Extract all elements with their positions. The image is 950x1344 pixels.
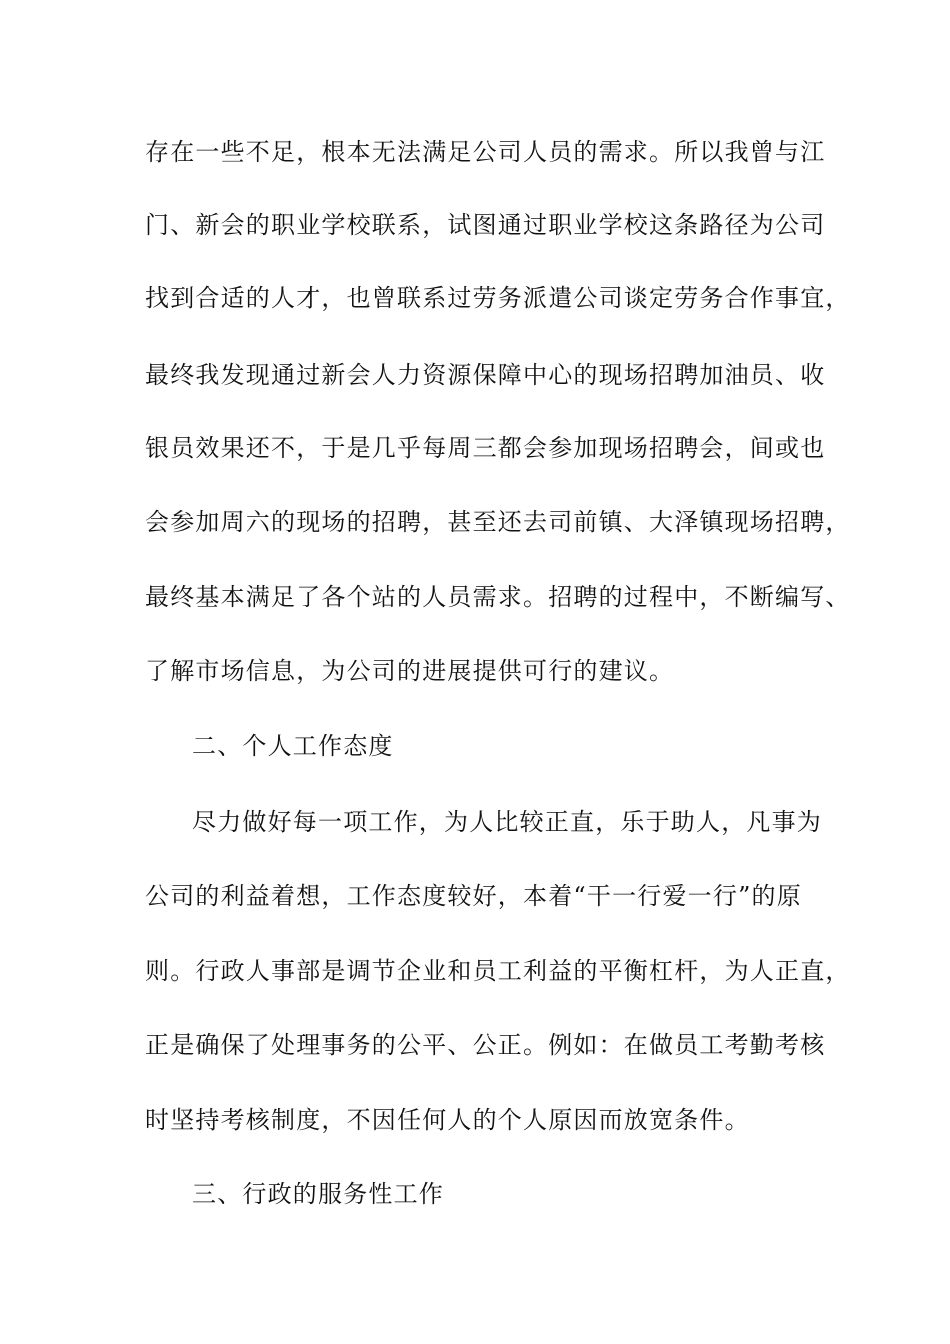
paragraph-1-line-3: 找到合适的人才，也曾联系过劳务派遣公司谈定劳务合作事宜， (145, 284, 851, 312)
paragraph-1-line-2: 门、新会的职业学校联系，试图通过职业学校这条路径为公司 (145, 211, 826, 239)
paragraph-2-line-4: 正是确保了处理事务的公平、公正。例如：在做员工考勤考核 (145, 1031, 826, 1059)
paragraph-2-line-3: 则。行政人事部是调节企业和员工利益的平衡杠杆，为人正直， (145, 957, 851, 985)
paragraph-2-line-5: 时坚持考核制度，不因任何人的个人原因而放宽条件。 (145, 1106, 750, 1134)
paragraph-2-line-1: 尽力做好每一项工作，为人比较正直，乐于助人，凡事为 (192, 808, 822, 836)
paragraph-1-line-4: 最终我发现通过新会人力资源保障中心的现场招聘加油员、收 (145, 361, 826, 389)
paragraph-1-line-1: 存在一些不足，根本无法满足公司人员的需求。所以我曾与江 (145, 138, 826, 166)
section-heading-3: 三、行政的服务性工作 (192, 1180, 444, 1208)
paragraph-1-line-7: 最终基本满足了各个站的人员需求。招聘的过程中，不断编写、 (145, 583, 851, 611)
paragraph-2-line-2: 公司的利益着想，工作态度较好，本着“干一行爱一行”的原 (145, 882, 802, 910)
paragraph-1-line-6: 会参加周六的现场的招聘，甚至还去司前镇、大泽镇现场招聘， (145, 508, 851, 536)
paragraph-1-line-8: 了解市场信息，为公司的进展提供可行的建议。 (145, 657, 675, 685)
paragraph-1-line-5: 银员效果还不，于是几乎每周三都会参加现场招聘会，间或也 (145, 434, 826, 462)
section-heading-2: 二、个人工作态度 (192, 732, 394, 760)
